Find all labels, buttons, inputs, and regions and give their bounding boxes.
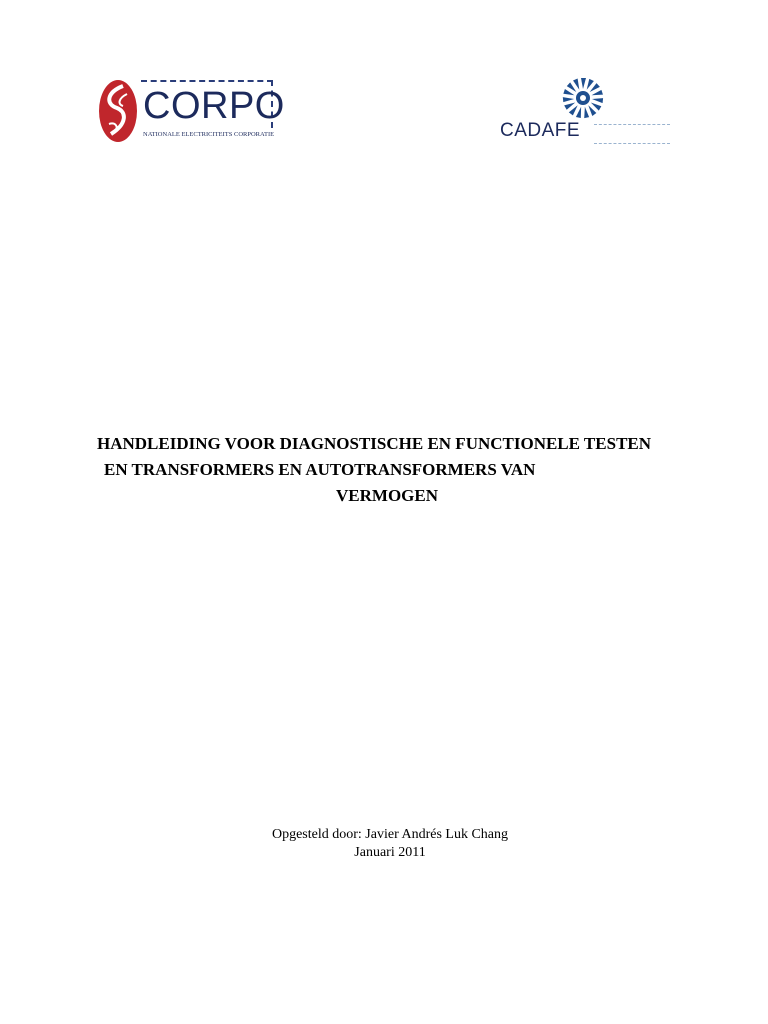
date-line: Januari 2011 — [354, 845, 426, 860]
cadafe-logo — [498, 76, 672, 146]
title-line-2: EN TRANSFORMERS EN AUTOTRANSFORMERS VAN — [104, 460, 536, 479]
corpo-logo — [97, 78, 285, 144]
corpo-wordmark: CORPO — [143, 85, 285, 127]
corpo-emblem-icon — [97, 78, 139, 144]
corpo-subtitle: NATIONALE ELECTRICITEITS CORPORATIE — [143, 131, 275, 138]
author-block — [0, 826, 768, 862]
title-line-1: HANDLEIDING VOOR DIAGNOSTISCHE EN FUNCTIONELE TESTEN — [97, 434, 652, 453]
cadafe-bar — [594, 124, 670, 144]
cadafe-wordmark: CADAFE — [500, 120, 581, 141]
author-line: Opgesteld door: Javier Andrés Luk Chang — [271, 827, 508, 842]
cadafe-sun-icon — [554, 76, 612, 120]
title-line-3: VERMOGEN — [336, 486, 438, 505]
